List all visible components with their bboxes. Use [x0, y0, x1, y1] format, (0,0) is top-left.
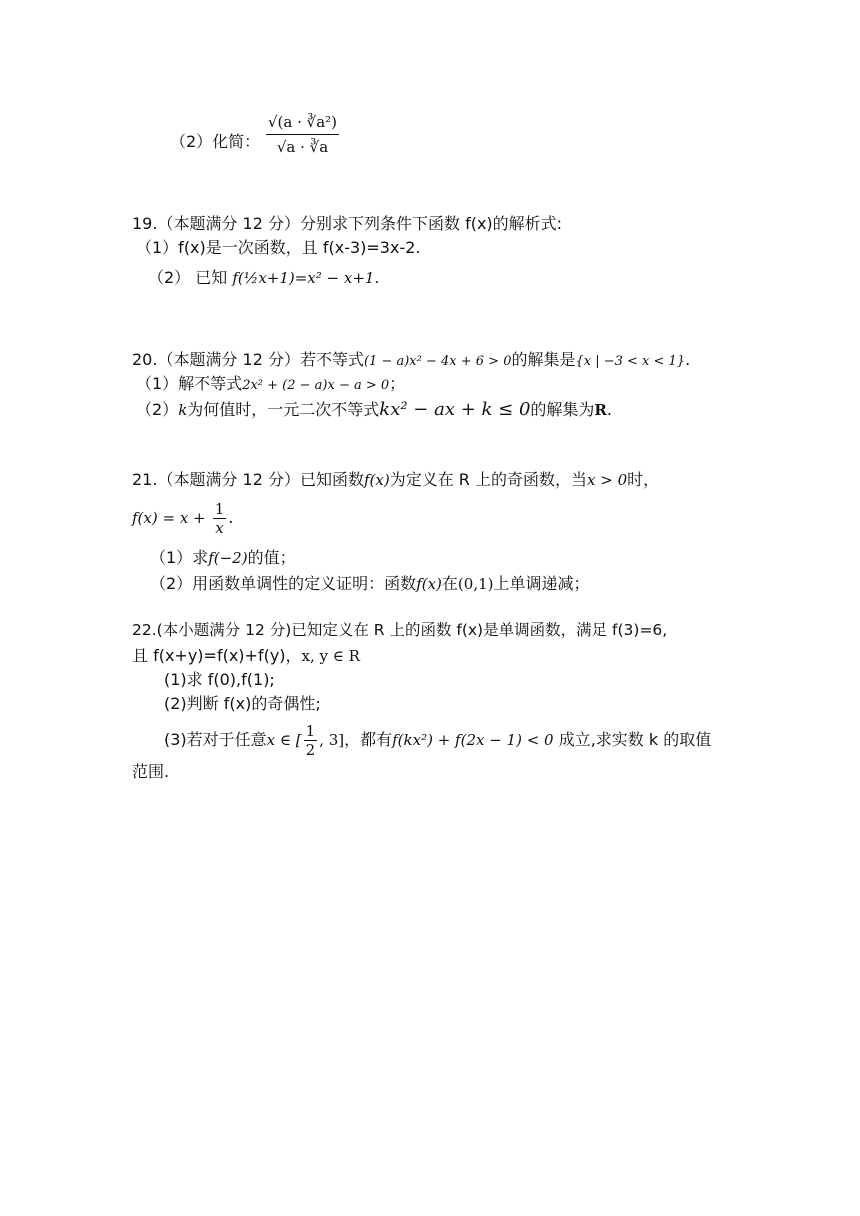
q19-part2: （2） 已知 f(½x+1)=x² − x+1.: [148, 268, 380, 287]
q21-part1: （1）求f(−2)的值；: [150, 548, 296, 567]
q22-part1: (1)求 f(0),f(1);: [164, 670, 275, 689]
q18-part2-label: （2）化简：: [170, 132, 261, 151]
q19-part1: （1）f(x)是一次函数，且 f(x-3)=3x-2.: [136, 238, 421, 257]
q21-part2: （2）用函数单调性的定义证明：函数f(x)在(0,1)上单调递减；: [150, 574, 590, 593]
q22-part3-continued: 范围.: [132, 762, 170, 781]
q22-line2: 且 f(x+y)=f(x)+f(y)，x, y ∈ R: [132, 646, 360, 665]
q20-solution-set: {x | −3 < x < 1}: [575, 354, 686, 369]
q18-fraction: [264, 110, 341, 159]
q22-header: 22.(本小题满分 12 分)已知定义在 R 上的函数 f(x)是单调函数，满足 f(3)=6,: [132, 621, 668, 639]
q21-definition: f(x) = x + $\frac{1}{x}$ .: [132, 500, 234, 537]
q20-header: 20.（本题满分 12 分）若不等式(1 − a)x² − 4x + 6 > 0的解集是{x | −3 < x < 1}.: [132, 350, 691, 369]
q22-part3: (3)若对于任意x ∈ [ $\frac{1}{2}$ , 3]，都有f(kx²) + f(2x − 1) < 0 成立,求实数 k 的取值: [164, 722, 712, 759]
q20-part2-ineq: kx² − ax + k ≤ 0: [379, 399, 531, 420]
q19-part2-expr: f(½x+1)=x² − x+1.: [232, 269, 380, 287]
q21-header: 21.（本题满分 12 分）已知函数f(x)为定义在 R 上的奇函数，当x > 0时，: [132, 470, 660, 489]
q20-part1: （1）解不等式2x² + (2 − a)x − a > 0；: [136, 374, 406, 393]
q22-part2: (2)判断 f(x)的奇偶性;: [164, 694, 321, 713]
q18-denominator: √a · ∛a: [276, 138, 329, 156]
q22-part3-ineq: f(kx²) + f(2x − 1) < 0: [392, 731, 554, 749]
q18-numerator: √(a · ∛a²): [266, 110, 339, 135]
q19-header: 19.（本题满分 12 分）分别求下列条件下函数 f(x)的解析式:: [132, 214, 563, 233]
q20-part2: （2）k为何值时，一元二次不等式kx² − ax + k ≤ 0的解集为R.: [136, 399, 612, 420]
q20-inequality: (1 − a)x² − 4x + 6 > 0: [363, 354, 512, 369]
q20-part1-ineq: 2x² + (2 − a)x − a > 0: [242, 378, 390, 393]
